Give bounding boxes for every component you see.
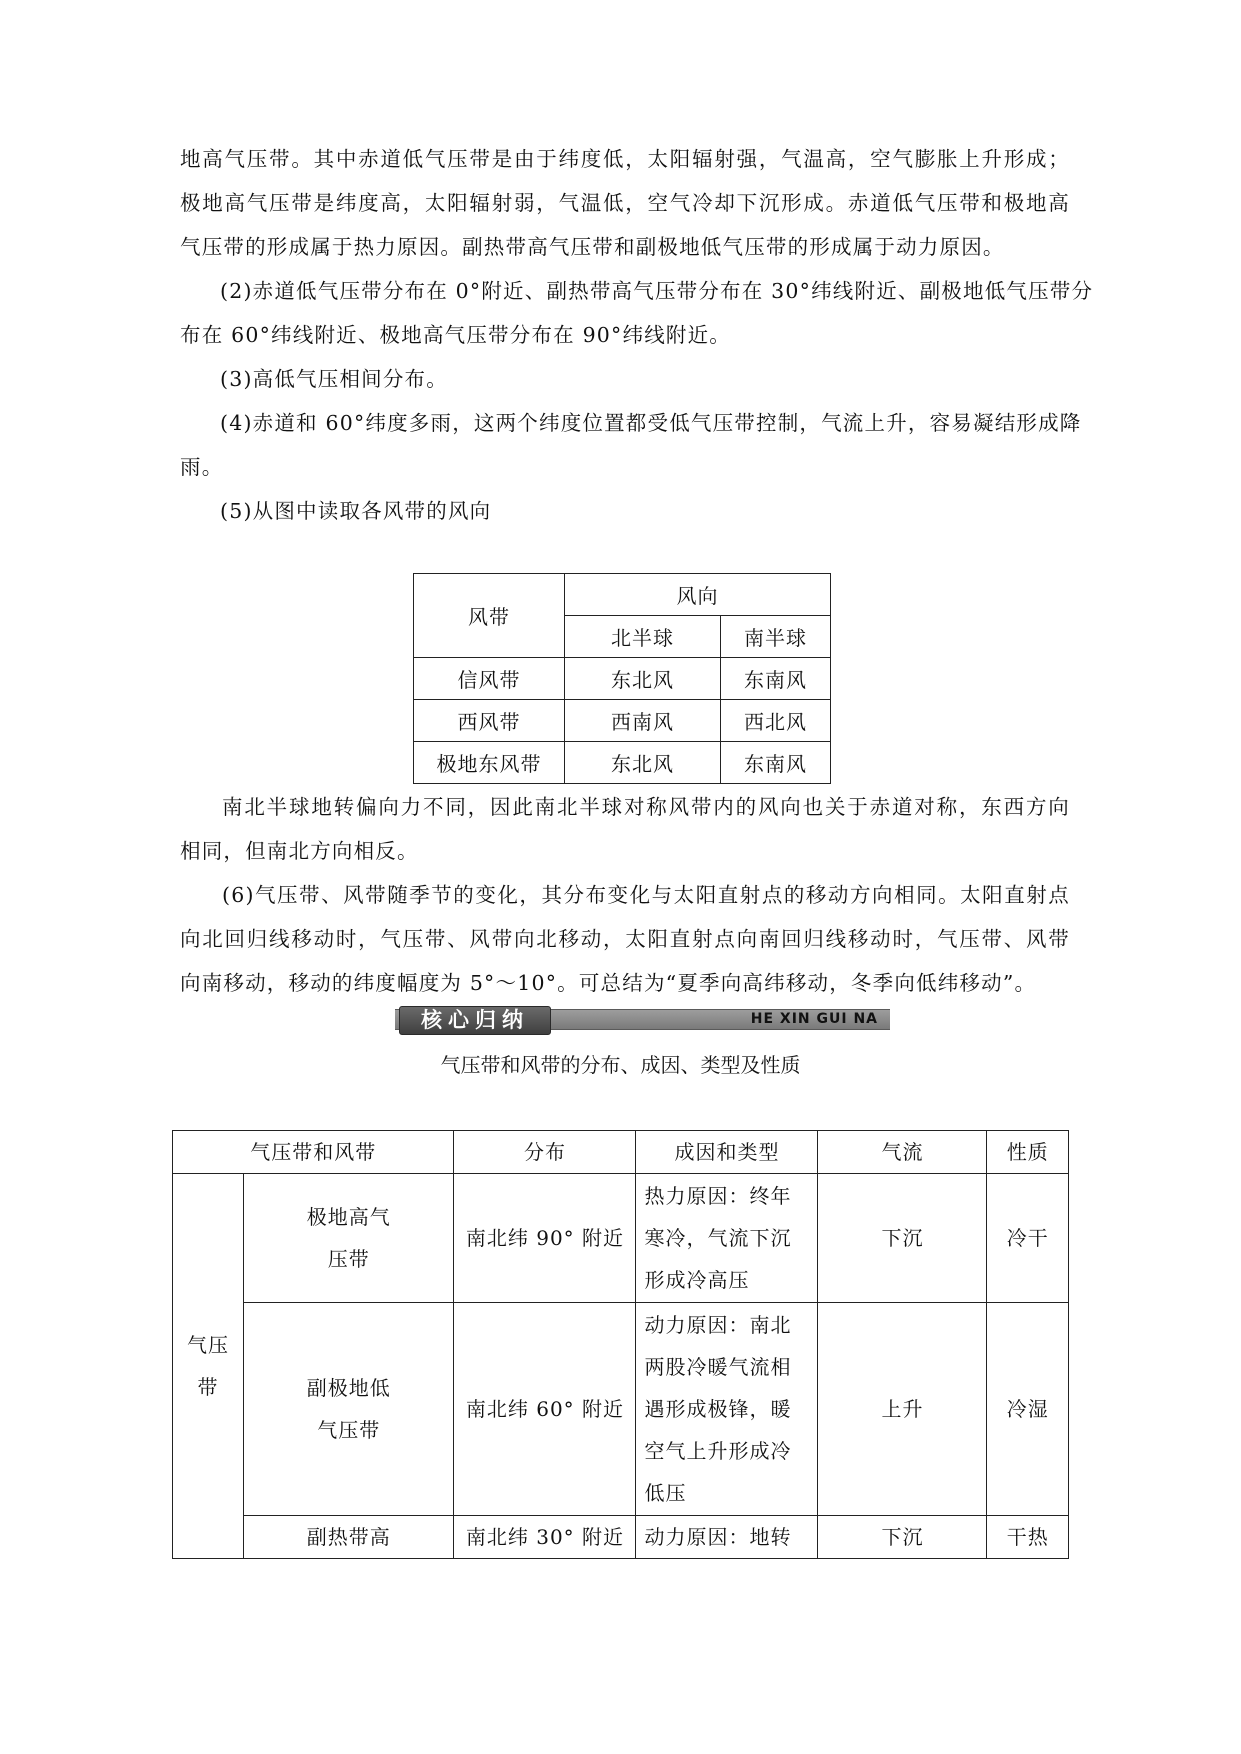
banner-title: 核心归纳 <box>399 1006 551 1035</box>
belt-name-cell: 副热带高 <box>244 1516 454 1559</box>
paragraph-line: 向北回归线移动时，气压带、风带向北移动，太阳直射点向南回归线移动时，气压带、风带 <box>180 927 1070 951</box>
cause-cell <box>636 1303 818 1516</box>
table-row <box>173 1303 1069 1516</box>
paragraph-line: 布在 60°纬线附近、极地高气压带分布在 90°纬线附近。 <box>180 323 732 347</box>
section-banner <box>395 1006 890 1033</box>
paragraph-line: (2)赤道低气压带分布在 0°附近、副热带高气压带分布在 30°纬线附近、副极地低气压带分 <box>220 279 1094 303</box>
header-property: 性质 <box>987 1131 1069 1174</box>
wind-belt-cell: 信风带 <box>414 658 565 700</box>
property-cell: 冷湿 <box>987 1303 1069 1516</box>
distribution-cell: 南北纬 60° 附近 <box>454 1303 636 1516</box>
paragraph-line: (3)高低气压相间分布。 <box>220 367 448 391</box>
belt-name-cell <box>244 1174 454 1303</box>
belt-name-cell <box>244 1303 454 1516</box>
banner-pinyin: HE XIN GUI NA <box>750 1011 878 1027</box>
paragraph-line: 极地高气压带是纬度高，太阳辐射弱，气温低，空气冷却下沉形成。赤道低气压带和极地高 <box>180 191 1070 215</box>
paragraph-line: 地高气压带。其中赤道低气压带是由于纬度低，太阳辐射强，气温高，空气膨胀上升形成； <box>180 147 1070 171</box>
table-row <box>414 658 831 700</box>
table-row <box>173 1516 1069 1559</box>
header-airflow: 气流 <box>818 1131 987 1174</box>
airflow-cell: 下沉 <box>818 1516 987 1559</box>
airflow-cell: 下沉 <box>818 1174 987 1303</box>
header-northern-hemisphere: 北半球 <box>565 616 721 658</box>
belt-name: 副极地低气压带 <box>306 1376 391 1442</box>
paragraph-line: 气压带的形成属于热力原因。副热带高气压带和副极地低气压带的形成属于动力原因。 <box>180 235 1005 259</box>
table-row <box>414 700 831 742</box>
distribution-cell: 南北纬 90° 附近 <box>454 1174 636 1303</box>
header-southern-hemisphere: 南半球 <box>721 616 831 658</box>
paragraph-line: (5)从图中读取各风带的风向 <box>220 499 492 523</box>
south-direction-cell: 西北风 <box>721 700 831 742</box>
paragraph-line: 南北半球地转偏向力不同，因此南北半球对称风带内的风向也关于赤道对称，东西方向 <box>222 795 1070 819</box>
north-direction-cell: 东北风 <box>565 658 721 700</box>
header-cause: 成因和类型 <box>636 1131 818 1174</box>
airflow-cell: 上升 <box>818 1303 987 1516</box>
header-wind-direction: 风向 <box>565 574 831 616</box>
table-row <box>173 1174 1069 1303</box>
header-wind-belt: 风带 <box>414 574 565 658</box>
group-label-cell <box>173 1174 244 1559</box>
property-cell: 冷干 <box>987 1174 1069 1303</box>
header-distribution: 分布 <box>454 1131 636 1174</box>
paragraph-line: (4)赤道和 60°纬度多雨，这两个纬度位置都受低气压带控制，气流上升，容易凝结形成降 <box>220 411 1082 435</box>
cause-cell: 动力原因：地转 <box>636 1516 818 1559</box>
north-direction-cell: 东北风 <box>565 742 721 784</box>
paragraph-line: 雨。 <box>180 455 224 479</box>
paragraph-line: 相同，但南北方向相反。 <box>180 839 419 863</box>
wind-belt-cell: 西风带 <box>414 700 565 742</box>
paragraph-line: 向南移动，移动的纬度幅度为 5°～10°。可总结为“夏季向高纬移动，冬季向低纬移动”。 <box>180 971 1037 995</box>
south-direction-cell: 东南风 <box>721 658 831 700</box>
cause-text: 动力原因：南北两股冷暖气流相遇形成极锋，暖空气上升形成冷低压 <box>644 1313 792 1505</box>
property-cell: 干热 <box>987 1516 1069 1559</box>
pressure-belt-summary-table <box>172 1130 1069 1559</box>
distribution-cell: 南北纬 30° 附近 <box>454 1516 636 1559</box>
wind-direction-table <box>413 573 831 784</box>
north-direction-cell: 西南风 <box>565 700 721 742</box>
header-belt-name: 气压带和风带 <box>173 1131 454 1174</box>
table-header-row <box>173 1131 1069 1174</box>
wind-belt-cell: 极地东风带 <box>414 742 565 784</box>
cause-cell <box>636 1174 818 1303</box>
table-caption: 气压带和风带的分布、成因、类型及性质 <box>440 1053 801 1077</box>
group-label: 气压带 <box>187 1333 229 1399</box>
table-row <box>414 742 831 784</box>
south-direction-cell: 东南风 <box>721 742 831 784</box>
paragraph-line: (6)气压带、风带随季节的变化，其分布变化与太阳直射点的移动方向相同。太阳直射点 <box>222 883 1070 907</box>
belt-name: 极地高气压带 <box>306 1205 391 1271</box>
cause-text: 热力原因：终年寒冷，气流下沉形成冷高压 <box>644 1184 792 1292</box>
